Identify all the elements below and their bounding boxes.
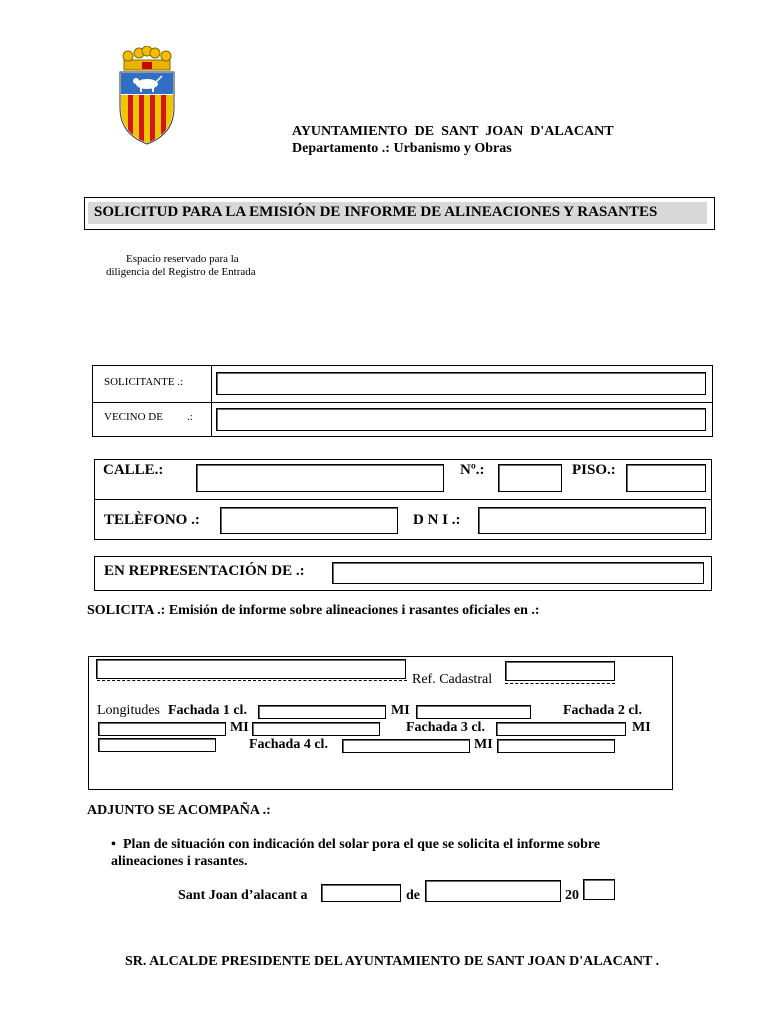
fachada2-label: Fachada 2 cl. xyxy=(563,703,642,718)
vecino-label: VECINO DE xyxy=(104,411,163,423)
adjunto-title: ADJUNTO SE ACOMPAÑA .: xyxy=(87,803,271,818)
fachada1-label: Fachada 1 cl. xyxy=(168,703,247,718)
registry-reserved-line2: diligencia del Registro de Entrada xyxy=(106,266,256,278)
solicita-text: SOLICITA .: Emisión de informe sobre alineaciones i rasantes oficiales en .: xyxy=(87,603,540,618)
fachada3-mi-field[interactable] xyxy=(98,738,216,752)
mi-label-4: MI xyxy=(474,737,493,752)
mi-label-3: MI xyxy=(632,720,651,735)
telefono-field[interactable] xyxy=(220,507,398,534)
de-label: de xyxy=(406,888,420,903)
representation-field[interactable] xyxy=(332,562,704,584)
form-title: SOLICITUD PARA LA EMISIÓN DE INFORME DE ALINEACIONES Y RASANTES xyxy=(94,204,658,220)
fachada2-mi-extra[interactable] xyxy=(252,722,380,736)
representation-label: EN REPRESENTACIÓN DE .: xyxy=(104,563,305,579)
footer-addressee: SR. ALCALDE PRESIDENTE DEL AYUNTAMIENTO DE SANT JOAN D'ALACANT . xyxy=(125,954,660,969)
location-field[interactable] xyxy=(96,659,406,679)
signature-place: Sant Joan d’alacant a xyxy=(178,888,308,903)
vecino-colon: .: xyxy=(187,411,193,423)
fachada2-field[interactable] xyxy=(98,722,226,736)
registry-reserved-line1: Espacio reservado para la xyxy=(126,253,239,265)
piso-label: PISO.: xyxy=(572,462,616,478)
adjunto-item-line1: Plan de situación con indicación del solar pora el que se solicita el informe sobre xyxy=(123,837,601,852)
mi-label-2: MI xyxy=(230,720,249,735)
dni-label: D N I .: xyxy=(413,512,461,528)
header-department: Departamento .: Urbanismo y Obras xyxy=(292,141,512,156)
calle-label: CALLE.: xyxy=(103,462,164,478)
fachada4-mi-field[interactable] xyxy=(497,739,615,753)
month-field[interactable] xyxy=(425,880,561,902)
fachada3-label: Fachada 3 cl. xyxy=(406,720,485,735)
calle-field[interactable] xyxy=(196,464,444,492)
ref-cadastral-label: Ref. Cadastral xyxy=(412,672,493,687)
year-prefix: 20 xyxy=(565,888,579,903)
header-title: AYUNTAMIENTO DE SANT JOAN D'ALACANT xyxy=(292,124,614,139)
bullet-icon: • xyxy=(111,837,116,852)
title-box xyxy=(84,197,715,230)
vecino-field[interactable] xyxy=(216,408,706,431)
numero-label: Nº.: xyxy=(460,462,485,478)
ref-cadastral-field[interactable] xyxy=(505,661,615,681)
telefono-label: TELÈFONO .: xyxy=(104,512,200,528)
fachada4-field[interactable] xyxy=(342,739,470,753)
numero-field[interactable] xyxy=(498,464,562,492)
crown-icon xyxy=(123,46,171,70)
mi-label-1: MI xyxy=(391,703,410,718)
year-field[interactable] xyxy=(583,879,615,900)
piso-field[interactable] xyxy=(626,464,706,492)
solicitante-field[interactable] xyxy=(216,372,706,395)
longitudes-label: Longitudes xyxy=(97,703,160,718)
fachada1-field[interactable] xyxy=(258,705,386,719)
fachada3-field[interactable] xyxy=(496,722,626,736)
solicitante-label: SOLICITANTE .: xyxy=(104,376,184,388)
fachada1-mi-field[interactable] xyxy=(416,705,531,719)
coat-of-arms-logo xyxy=(114,46,180,146)
fachada4-label: Fachada 4 cl. xyxy=(249,737,328,752)
dni-field[interactable] xyxy=(478,507,706,534)
day-field[interactable] xyxy=(321,884,401,902)
adjunto-item-line2: alineaciones i rasantes. xyxy=(111,854,248,869)
